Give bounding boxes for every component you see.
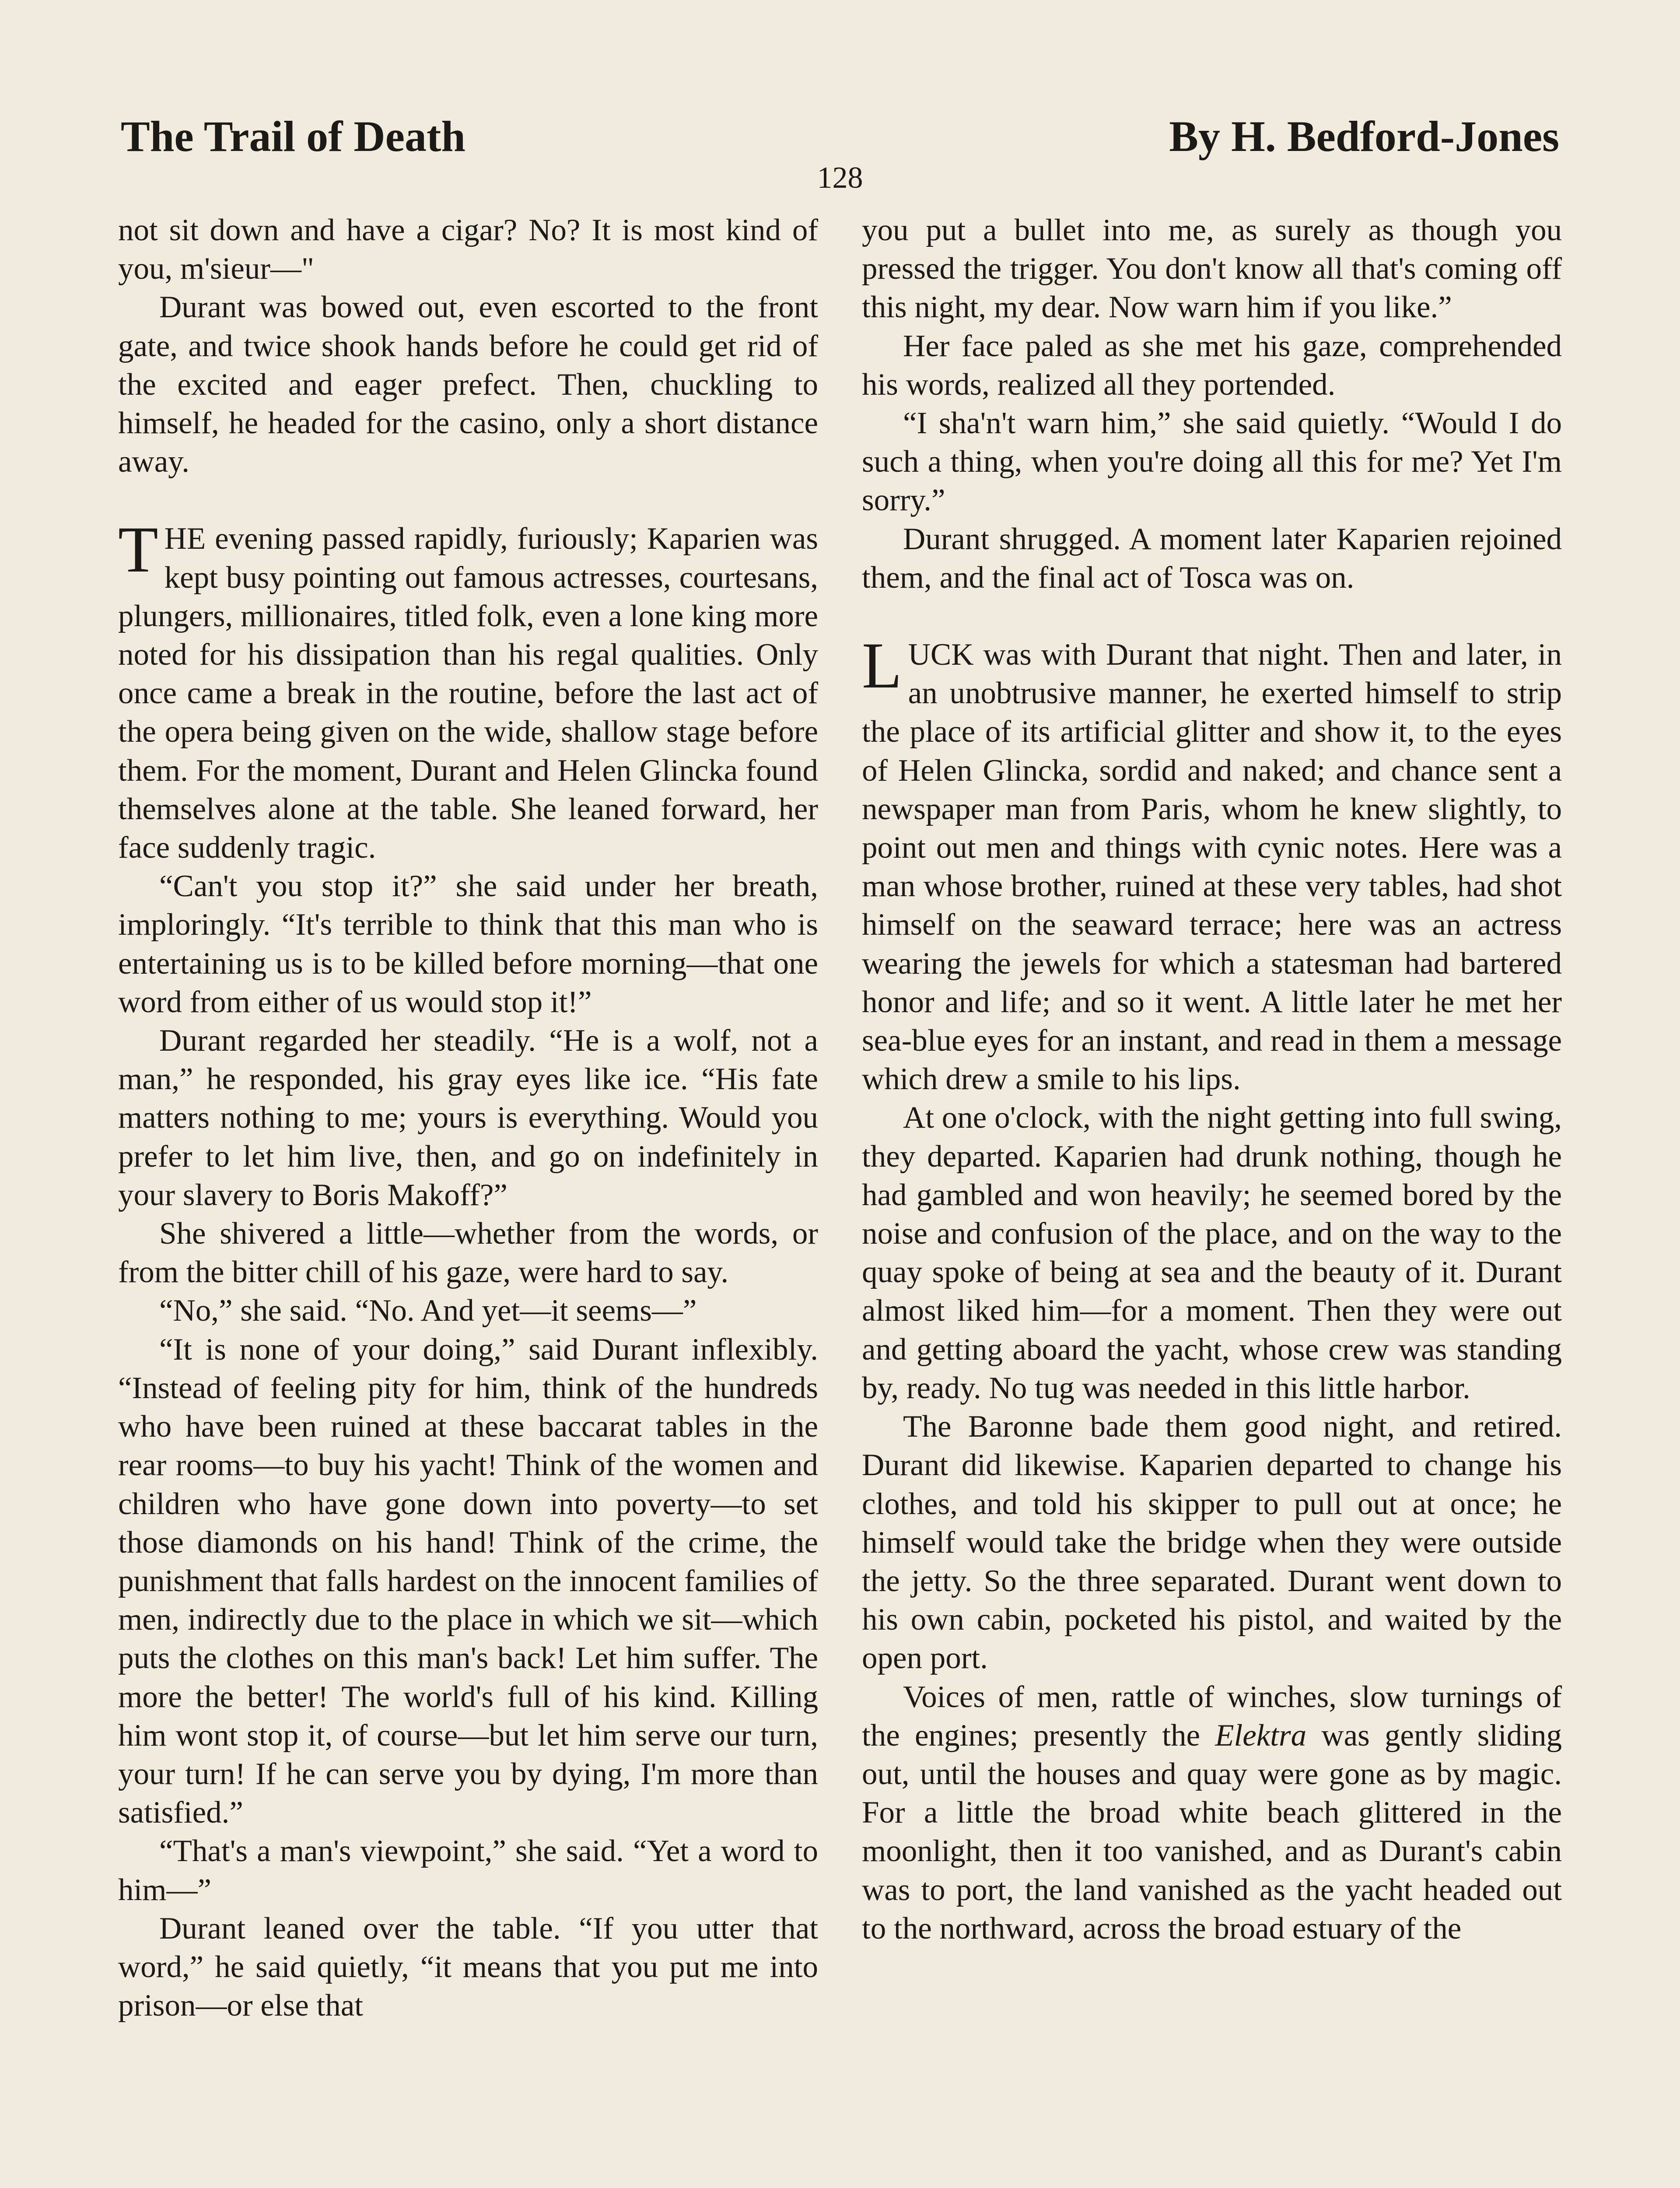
story-title: The Trail of Death [121,112,466,161]
paragraph: “I sha'n't warn him,” she said quietly. “Would I do such a thing, when you're doing all this for me? Yet I'm sorry.” [862,406,1562,518]
paragraph: not sit down and have a cigar? No? It is most kind of you, m'sieur—" [118,213,818,286]
right-column [862,211,1562,1948]
paragraph: “It is none of your doing,” said Durant inflexibly. “Instead of feeling pity for him, think of the hundreds who have been ruined at these baccarat tables in the rear rooms—to buy his yacht! Think of the women and children who have gone down into poverty—to set those diamonds on his hand! Think of the crime, the punishment that falls hardest on the innocent families of men, indirectly due to the place in which we sit—which puts the clothes on this man's back! Let him suffer. The more the better! The world's full of his kind. Killing him wont stop it, of course—but let him serve our turn, your turn! If he can serve you by dying, I'm more than satisfied.” [118,1332,818,1830]
paragraph: “No,” she said. “No. And yet—it seems—” [159,1294,697,1328]
author-byline: By H. Bedford-Jones [1169,112,1559,161]
paragraph-text: was gently sliding out, until the houses and quay were gone as by magic. For a little the broad white beach glittered in the moonlight, then it too vanished, and as Durant's cabin was to port, the land vanished as the yacht headed out to the northward, across the broad estuary of the [862,1718,1562,1946]
page-number: 128 [817,161,863,195]
running-head [121,112,1559,161]
paragraph: The Baronne bade them good night, and retired. Durant did likewise. Kaparien departed to change his clothes, and told his skipper to pull out at once; he himself would take the bridge when they were outside the jetty. So the three separated. Durant went down to his own cabin, pocketed his pistol, and waited by the open port. [862,1410,1562,1676]
paragraph-text: Voices of men, rattle of winches, slow turnings of the engines; presently the [862,1680,1562,1753]
paragraph: you put a bullet into me, as surely as though you pressed the trigger. You don't know all that's coming off this night, my dear. Now warn him if you like.” [862,213,1562,325]
paragraph: “Can't you stop it?” she said under her breath, imploringly. “It's terrible to think that this man who is entertaining us is to be killed before morning—that one word from either of us would stop it!” [118,869,818,1019]
section-opening-paragraph [118,513,818,867]
paragraph: Durant regarded her steadily. “He is a wolf, not a man,” he responded, his gray eyes like ice. “His fate matters nothing to me; yours is everything. Would you prefer to let him live, then, and go on indefinitely in your slavery to Boris Makoff?” [118,1024,818,1212]
drop-cap: L [862,629,902,702]
paragraph: Durant leaned over the table. “If you utter that word,” he said quietly, “it means that you put me into prison—or else that [118,1911,818,2023]
paragraph: “That's a man's viewpoint,” she said. “Yet a word to him—” [118,1834,818,1907]
paragraph: Durant was bowed out, even escorted to the front gate, and twice shook hands before he could get rid of the excited and eager prefect. Then, chuckling to himself, he headed for the casino, only a short distance away. [118,290,818,479]
section-opening-paragraph [862,629,1562,1098]
paragraph: Durant shrugged. A moment later Kaparien rejoined them, and the final act of Tosca was on. [862,522,1562,595]
paragraph-text: HE evening passed rapidly, furiously; Kaparien was kept busy pointing out famous actresses, courtesans, plungers, millionaires, titled folk, even a lone king more noted for his dissipation than his regal qualities. Only once came a break in the routine, before the last act of the opera being given on the wide, shallow stage before them. For the moment, Durant and Helen Glincka found themselves alone at the table. She leaned forward, her face suddenly tragic. [118,522,818,865]
paragraph: Her face paled as she met his gaze, comprehended his words, realized all they portended. [862,329,1562,402]
drop-cap: T [118,513,158,586]
paragraph: She shivered a little—whether from the words, or from the bitter chill of his gaze, were hard to say. [118,1217,818,1290]
left-column [118,211,818,2025]
paragraph: At one o'clock, with the night getting into full swing, they departed. Kaparien had drunk nothing, though he had gambled and won heavily; he seemed bored by the noise and confusion of the place, and on the way to the quay spoke of being at sea and the beauty of it. Durant almost liked him—for a moment. Then they were out and getting aboard the yacht, whose crew was standing by, ready. No tug was needed in this little harbor. [862,1101,1562,1405]
paragraph-text: UCK was with Durant that night. Then and later, in an unobtrusive manner, he exerted himself to strip the place of its artificial glitter and show it, to the eyes of Helen Glincka, sordid and naked; and chance sent a newspaper man from Paris, whom he knew slightly, to point out men and things with cynic notes. Here was a man whose brother, ruined at these very tables, had shot himself on the seaward terrace; here was an actress wearing the jewels for which a statesman had bartered honor and life; and so it went. A little later he met her sea-blue eyes for an instant, and read in them a message which drew a smile to his lips. [862,638,1562,1097]
ship-name: Elektra [1215,1718,1307,1753]
paragraph [862,1678,1562,1948]
